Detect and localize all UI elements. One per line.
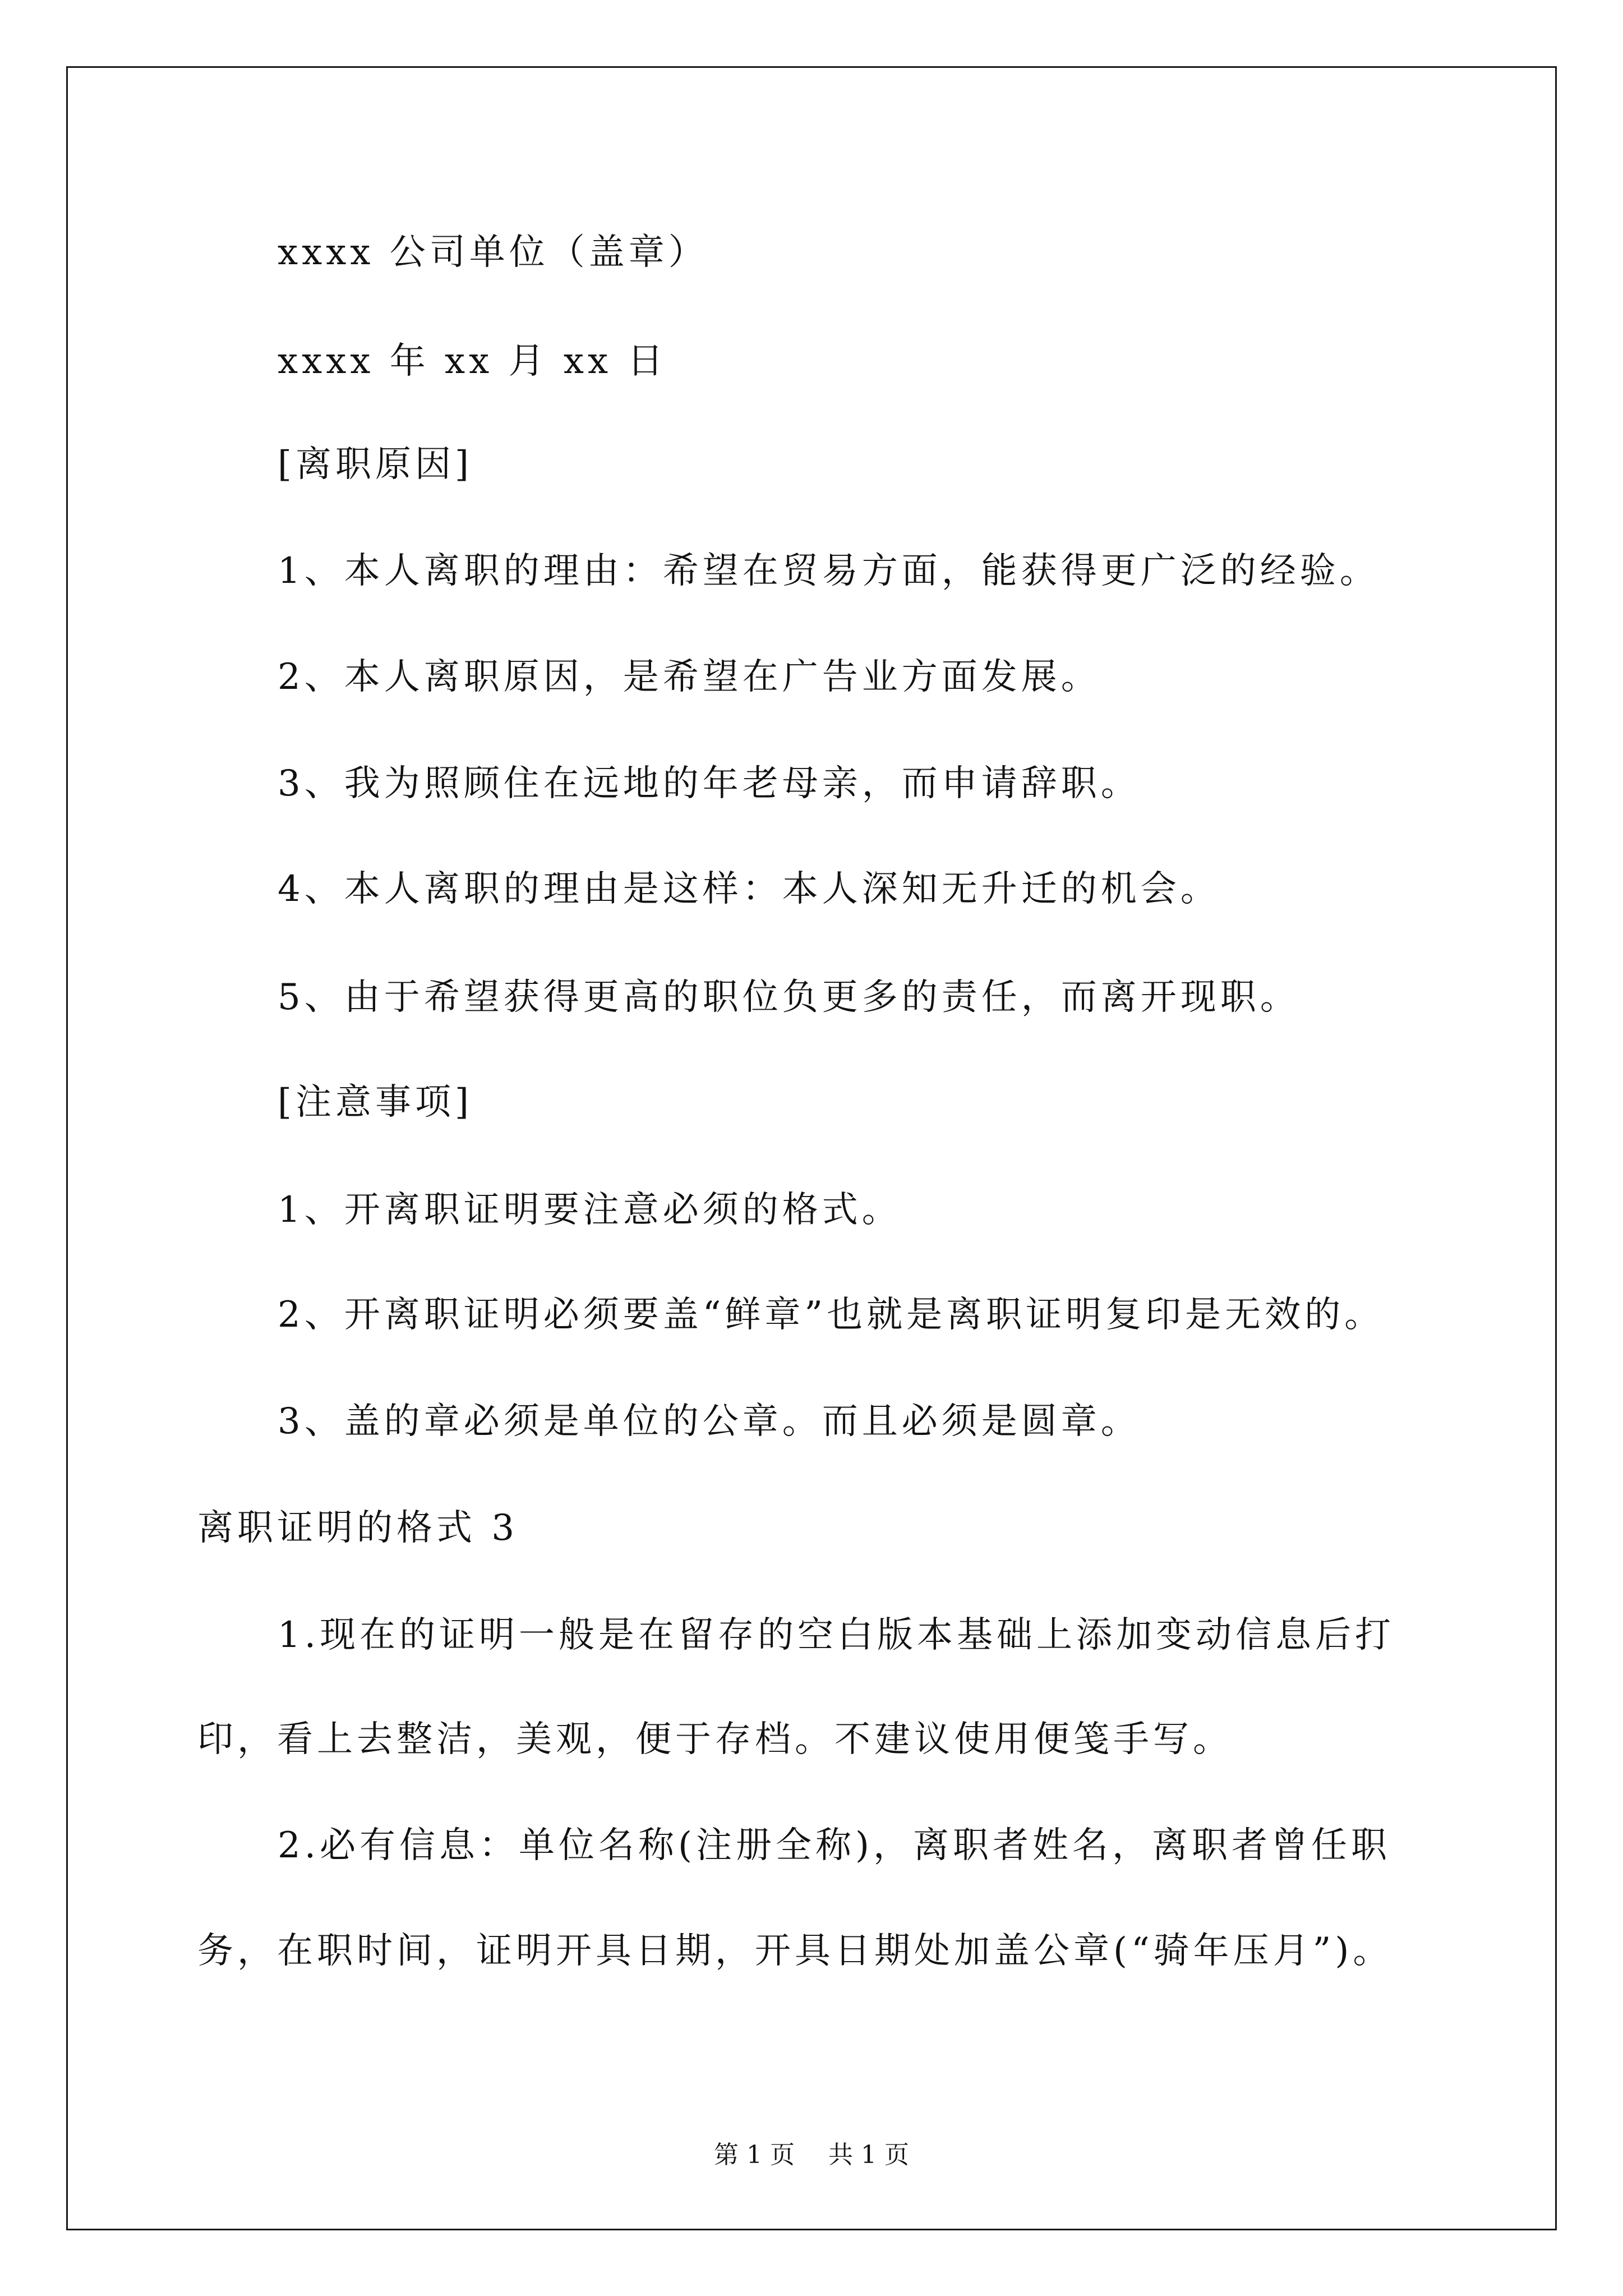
- reason-item-4: 4、本人离职的理由是这样：本人深知无升迁的机会。: [278, 868, 1220, 910]
- note-item-3: 3、盖的章必须是单位的公章。而且必须是圆章。: [278, 1401, 1141, 1442]
- reason-item-3: 3、我为照顾住在远地的年老母亲，而申请辞职。: [278, 763, 1141, 804]
- section-heading-reasons: [离职原因]: [278, 444, 473, 485]
- page-total: 共 1 页: [828, 2141, 909, 2169]
- format-paragraph-2-line-2: 务，在职时间，证明开具日期，开具日期处加盖公章(“骑年压月”)。: [197, 1930, 1393, 1972]
- reason-item-2: 2、本人离职原因，是希望在广告业方面发展。: [278, 656, 1101, 698]
- note-item-2: 2、开离职证明必须要盖“鲜章”也就是离职证明复印是无效的。: [278, 1294, 1385, 1336]
- page-border: [66, 66, 1557, 2230]
- format-paragraph-2-line-1: 2.必有信息：单位名称(注册全称)，离职者姓名，离职者曾任职: [278, 1825, 1391, 1866]
- page-footer: [0, 2134, 1623, 2170]
- note-item-1: 1、开离职证明要注意必须的格式。: [278, 1189, 902, 1231]
- page-number: 第 1 页: [714, 2141, 795, 2169]
- section-heading-notes: [注意事项]: [278, 1082, 473, 1123]
- format-paragraph-1-line-2: 印，看上去整洁，美观，便于存档。不建议使用便笺手写。: [197, 1719, 1233, 1760]
- date-line: xxxx 年 xx 月 xx 日: [278, 341, 667, 382]
- format-paragraph-1-line-1: 1.现在的证明一般是在留存的空白版本基础上添加变动信息后打: [278, 1614, 1395, 1656]
- reason-item-1: 1、本人离职的理由：希望在贸易方面，能获得更广泛的经验。: [278, 550, 1380, 592]
- company-seal-line: xxxx 公司单位（盖章）: [278, 232, 708, 273]
- section-title-format-3: 离职证明的格式 3: [197, 1507, 519, 1549]
- reason-item-5: 5、由于希望获得更高的职位负更多的责任，而离开现职。: [278, 977, 1300, 1018]
